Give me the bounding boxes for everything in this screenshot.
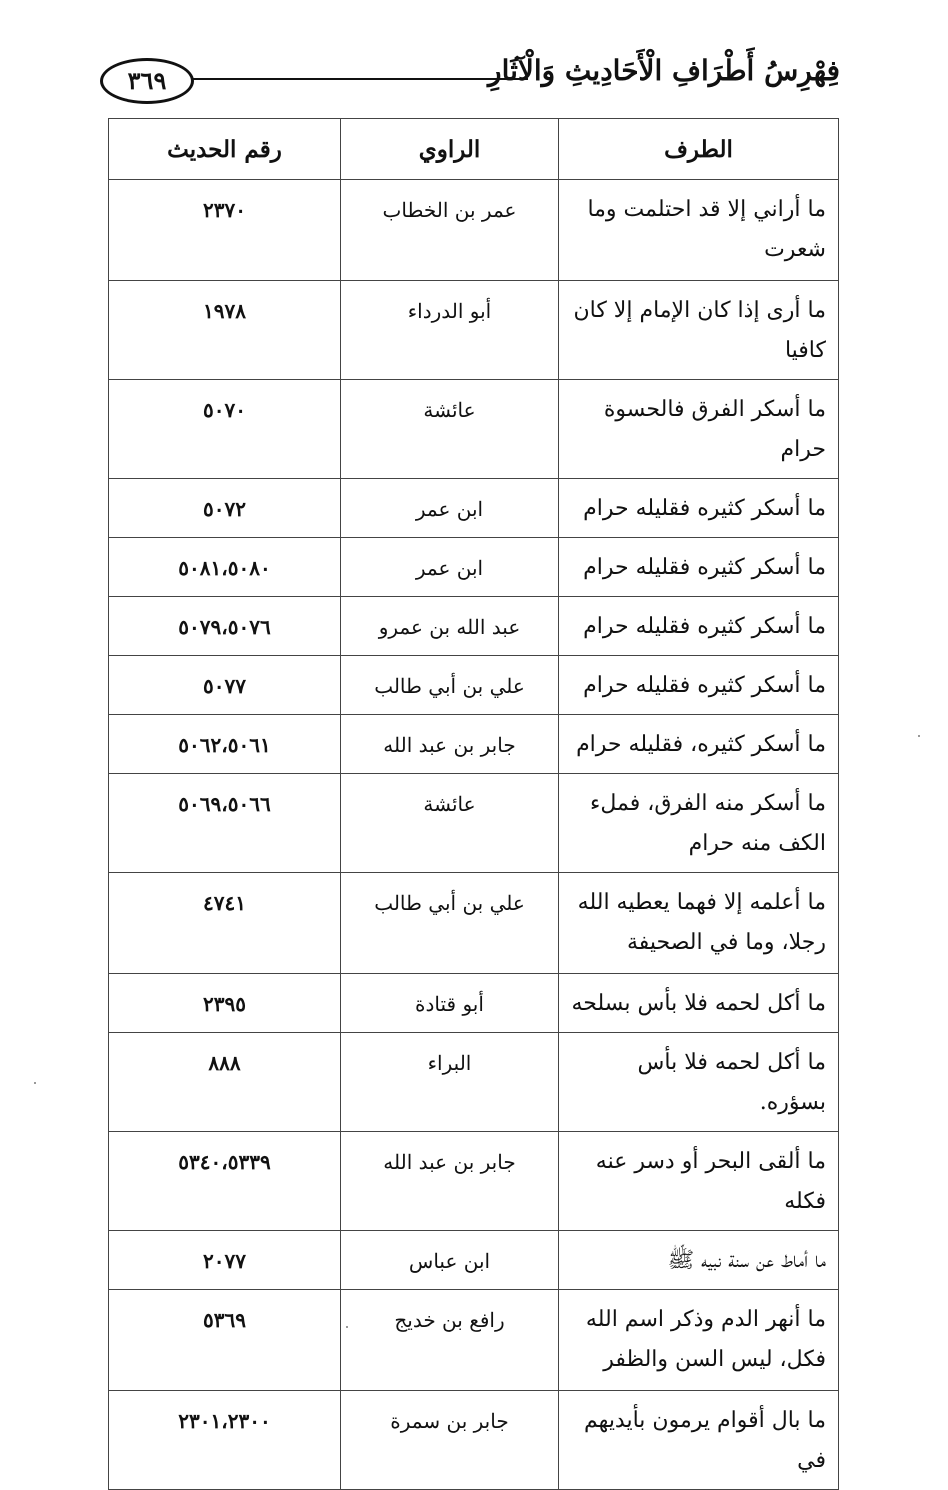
header-rule xyxy=(192,78,528,80)
narrator-cell: رافع بن خديج xyxy=(341,1290,559,1391)
hadith-number-cell: ٥٠٧٩،٥٠٧٦ xyxy=(109,597,341,656)
hadith-text-cell: ما أسكر كثيره، فقليله حرام xyxy=(559,715,839,774)
table-row xyxy=(109,479,839,538)
hadith-number-cell: ٥٠٧٧ xyxy=(109,656,341,715)
table-row xyxy=(109,1132,839,1231)
hadith-number-cell: ٢٣٧٠ xyxy=(109,180,341,281)
table-row xyxy=(109,873,839,974)
table-row xyxy=(109,1290,839,1391)
column-header-narrator: الراوي xyxy=(341,119,559,180)
table-row xyxy=(109,180,839,281)
hadith-text-cell: ما أكل لحمه فلا بأس بسلحه xyxy=(559,974,839,1033)
column-header-number: رقم الحديث xyxy=(109,119,341,180)
hadith-number-cell: ٥٠٦٩،٥٠٦٦ xyxy=(109,774,341,873)
hadith-text-cell: ما أعلمه إلا فهما يعطيه الله رجلا، وما في الصحيفة xyxy=(559,873,839,974)
column-header-text: الطرف xyxy=(559,119,839,180)
hadith-text-cell: ما أسكر منه الفرق، فملء الكف منه حرام xyxy=(559,774,839,873)
hadith-text-cell: ما أراني إلا قد احتلمت وما شعرت xyxy=(559,180,839,281)
table-header-row xyxy=(109,119,839,180)
table-row xyxy=(109,380,839,479)
hadith-number-cell: ٥٣٤٠،٥٣٣٩ xyxy=(109,1132,341,1231)
narrator-cell: عائشة xyxy=(341,774,559,873)
hadith-text-cell: ما أنهر الدم وذكر اسم الله فكل، ليس السن والظفر xyxy=(559,1290,839,1391)
scan-speck xyxy=(346,1326,348,1328)
hadith-text-cell: ما أرى إذا كان الإمام إلا كان كافيا xyxy=(559,281,839,380)
hadith-index-table xyxy=(108,118,839,1490)
table-row xyxy=(109,974,839,1033)
hadith-number-cell: ٥٠٨١،٥٠٨٠ xyxy=(109,538,341,597)
narrator-cell: أبو الدرداء xyxy=(341,281,559,380)
hadith-index-table-frame xyxy=(108,118,838,1490)
hadith-number-cell: ٥٣٦٩ xyxy=(109,1290,341,1391)
page-number-badge: ٣٦٩ xyxy=(100,58,194,104)
table-row xyxy=(109,281,839,380)
hadith-text-cell: ما أسكر كثيره فقليله حرام xyxy=(559,479,839,538)
hadith-text-cell: ما أسكر كثيره فقليله حرام xyxy=(559,538,839,597)
narrator-cell: ابن عمر xyxy=(341,538,559,597)
narrator-cell: جابر بن عبد الله xyxy=(341,1132,559,1231)
table-row xyxy=(109,656,839,715)
narrator-cell: أبو قتادة xyxy=(341,974,559,1033)
narrator-cell: علي بن أبي طالب xyxy=(341,873,559,974)
hadith-text-cell: ما أسكر كثيره فقليله حرام xyxy=(559,656,839,715)
table-row xyxy=(109,1033,839,1132)
narrator-cell: جابر بن سمرة xyxy=(341,1391,559,1490)
narrator-cell: ابن عمر xyxy=(341,479,559,538)
scan-speck xyxy=(34,1082,36,1084)
hadith-text-cell: ما ألقى البحر أو دسر عنه فكله xyxy=(559,1132,839,1231)
running-header-title: فِهْرِسُ أَطْرَافِ الْأَحَادِيثِ وَالْآثَارِ xyxy=(488,54,840,87)
hadith-number-cell: ١٩٧٨ xyxy=(109,281,341,380)
table-row xyxy=(109,715,839,774)
hadith-number-cell: ٨٨٨ xyxy=(109,1033,341,1132)
narrator-cell: البراء xyxy=(341,1033,559,1132)
hadith-text-cell: ما بال أقوام يرمون بأيديهم في xyxy=(559,1391,839,1490)
hadith-text-cell: ما أماط عن سنة نبيه ﷺ xyxy=(559,1231,839,1290)
narrator-cell: عمر بن الخطاب xyxy=(341,180,559,281)
hadith-number-cell: ٥٠٦٢،٥٠٦١ xyxy=(109,715,341,774)
hadith-number-cell: ٤٧٤١ xyxy=(109,873,341,974)
scan-speck xyxy=(918,735,920,737)
hadith-number-cell: ٥٠٧٠ xyxy=(109,380,341,479)
narrator-cell: ابن عباس xyxy=(341,1231,559,1290)
hadith-number-cell: ٢٣٩٥ xyxy=(109,974,341,1033)
table-row xyxy=(109,538,839,597)
narrator-cell: علي بن أبي طالب xyxy=(341,656,559,715)
table-row xyxy=(109,1391,839,1490)
hadith-text-cell: ما أسكر الفرق فالحسوة حرام xyxy=(559,380,839,479)
hadith-text-cell: ما أسكر كثيره فقليله حرام xyxy=(559,597,839,656)
page-header xyxy=(100,50,840,110)
table-row xyxy=(109,774,839,873)
hadith-number-cell: ٢٣٠١،٢٣٠٠ xyxy=(109,1391,341,1490)
hadith-text-cell: ما أكل لحمه فلا بأس بسؤره. xyxy=(559,1033,839,1132)
table-row xyxy=(109,1231,839,1290)
narrator-cell: عبد الله بن عمرو xyxy=(341,597,559,656)
hadith-number-cell: ٥٠٧٢ xyxy=(109,479,341,538)
table-row xyxy=(109,597,839,656)
narrator-cell: جابر بن عبد الله xyxy=(341,715,559,774)
hadith-number-cell: ٢٠٧٧ xyxy=(109,1231,341,1290)
narrator-cell: عائشة xyxy=(341,380,559,479)
